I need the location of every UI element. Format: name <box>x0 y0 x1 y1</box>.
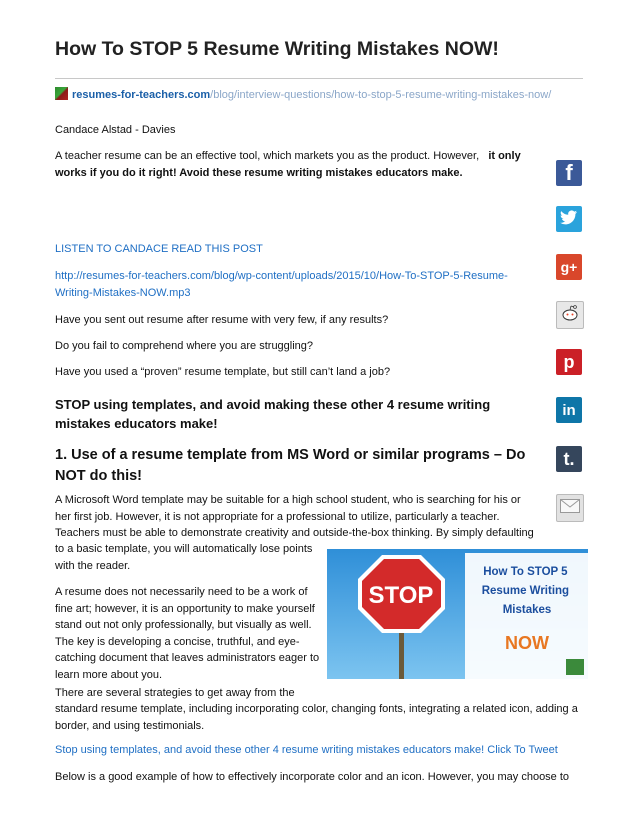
hero-headline-line-3: Mistakes <box>502 604 552 616</box>
hero-headline-line-2: Resume Writing <box>481 585 570 597</box>
site-favicon-icon <box>55 87 68 100</box>
hero-now-text: NOW <box>505 633 549 653</box>
listen-link[interactable]: LISTEN TO CANDACE READ THIS POST <box>55 243 263 255</box>
source-line <box>55 87 595 103</box>
author-name: Candace Alstad - Davies <box>55 124 176 136</box>
question-1: Have you sent out resume after resume with very few, if any results? <box>55 314 389 326</box>
googleplus-share-button[interactable] <box>556 254 582 280</box>
hero-headline-line-1: How To STOP 5 <box>483 566 568 578</box>
title-divider <box>55 78 583 79</box>
mp3-link[interactable]: http://resumes-for-teachers.com/blog/wp-content/uploads/2015/10/How-To-STOP-5-Resume-Writing-Mistakes-NOW.mp3 <box>55 270 508 299</box>
twitter-share-button[interactable] <box>556 206 582 232</box>
section-1-paragraph-3-top: There are several strategies to get away from the <box>55 687 295 699</box>
linkedin-icon: in <box>562 401 576 419</box>
section-1-heading: 1. Use of a resume template from MS Word or similar programs – Do NOT do this! <box>55 447 526 484</box>
googleplus-icon: g+ <box>560 259 578 275</box>
section-1-paragraph-2: A resume does not necessarily need to be a work of fine art; however, it is an opportunity to make yourself stand out not only professionally, but visually as well. The key is developing a concise, truthful, and eye-catching document that leaves administrators eager to learn more about you. <box>55 586 320 681</box>
reddit-icon <box>560 304 580 327</box>
intro-paragraph <box>55 148 535 181</box>
facebook-share-button[interactable] <box>556 160 582 186</box>
question-3: Have you used a “proven” resume template, but still can’t land a job? <box>55 366 391 378</box>
section-1-paragraph-bottom: to a basic template, you will automatically lose points with the reader. <box>55 543 313 572</box>
envelope-icon <box>560 499 580 518</box>
question-2: Do you fail to comprehend where you are struggling? <box>55 340 314 352</box>
stop-heading: STOP using templates, and avoid making these other 4 resume writing mistakes educators make! <box>55 397 491 431</box>
source-path: /blog/interview-questions/how-to-stop-5-resume-writing-mistakes-now/ <box>210 89 552 101</box>
tumblr-share-button[interactable] <box>556 446 582 472</box>
section-1-paragraph-4: Below is a good example of how to effectively incorporate color and an icon. However, you may choose to <box>55 771 570 783</box>
pinterest-icon: p <box>563 351 575 372</box>
email-share-button[interactable] <box>556 494 584 522</box>
reddit-share-button[interactable] <box>556 301 584 329</box>
source-domain-link[interactable]: resumes-for-teachers.com <box>72 89 211 101</box>
section-1-paragraph-top: A Microsoft Word template may be suitable for a high school student, who is searching for his or her first job. However, it is not appropriate for a professional to utilize, particularly a teacher. Teachers must be able to demonstrate creativity and outside-the-box thinking. By simply defaulting <box>55 494 534 539</box>
stop-sign-text: STOP <box>368 582 434 609</box>
stop-mistakes-hero-image <box>327 549 588 679</box>
intro-bold: it only works if you do it right! Avoid these resume writing mistakes educators make. <box>55 150 521 179</box>
click-to-tweet-link[interactable]: Stop using templates, and avoid these other 4 resume writing mistakes educators make! Click To Tweet <box>55 744 558 756</box>
pinterest-share-button[interactable] <box>556 349 582 375</box>
section-1-paragraph-3: standard resume template, including incorporating color, changing fonts, integrating a related icon, adding a border, and using testimonials. <box>55 703 578 732</box>
linkedin-share-button[interactable] <box>556 397 582 423</box>
twitter-icon <box>560 210 578 228</box>
facebook-icon: f <box>565 160 573 185</box>
intro-plain: A teacher resume can be an effective tool, which markets you as the product. However, <box>55 150 480 162</box>
tumblr-icon: t. <box>563 448 575 469</box>
hero-illustration <box>327 549 588 679</box>
hero-logo-icon <box>566 659 584 675</box>
page-title: How To STOP 5 Resume Writing Mistakes NOW! <box>55 38 499 60</box>
